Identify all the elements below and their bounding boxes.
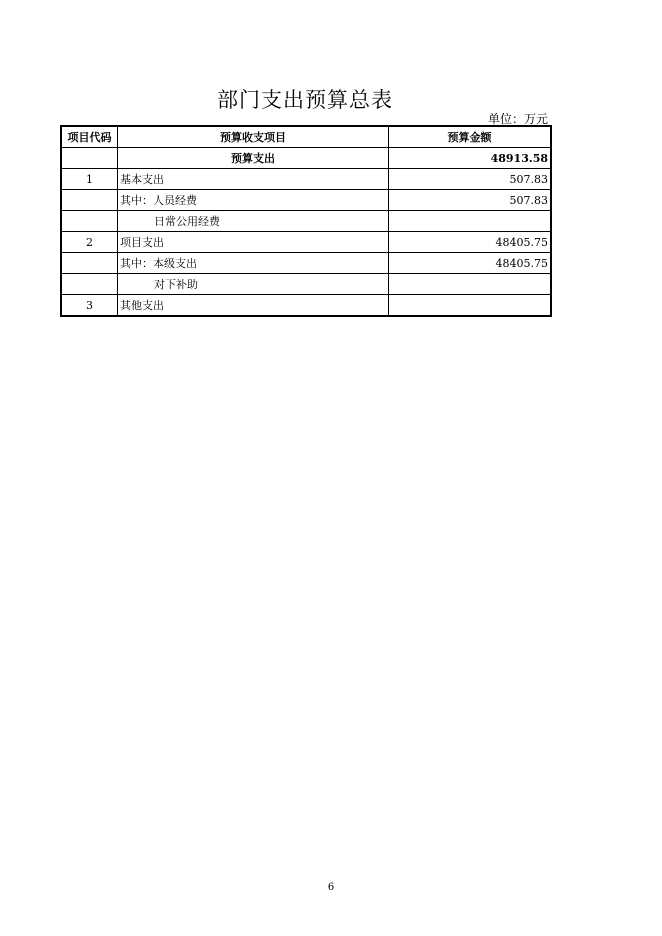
row-code (61, 211, 118, 232)
header-code: 项目代码 (61, 126, 118, 148)
row-code: 2 (61, 232, 118, 253)
table-row (61, 232, 551, 253)
row-code (61, 274, 118, 295)
row-code: 1 (61, 169, 118, 190)
unit-label: 单位：万元 (487, 112, 548, 126)
row-code: 3 (61, 295, 118, 317)
row-amount: 507.83 (389, 190, 552, 211)
row-item: 对下补助 (118, 274, 389, 295)
row-amount (389, 274, 552, 295)
row-item: 日常公用经费 (118, 211, 389, 232)
row-item: 其他支出 (118, 295, 389, 317)
header-item: 预算收支项目 (118, 126, 389, 148)
table-row (61, 169, 551, 190)
row-code (61, 190, 118, 211)
table-header-row (61, 126, 551, 148)
row-amount: 507.83 (389, 169, 552, 190)
table-row (61, 211, 551, 232)
row-item: 基本支出 (118, 169, 389, 190)
table-row (61, 295, 551, 317)
budget-table (60, 125, 552, 317)
table-row (61, 253, 551, 274)
page-number: 6 (327, 882, 335, 893)
row-item: 项目支出 (118, 232, 389, 253)
table-row (61, 274, 551, 295)
row-amount (389, 295, 552, 317)
table-row (61, 190, 551, 211)
row-code (61, 148, 118, 169)
row-code (61, 253, 118, 274)
document-title: 部门支出预算总表 (217, 88, 393, 112)
row-amount (389, 211, 552, 232)
header-amount: 预算金额 (389, 126, 552, 148)
row-amount: 48405.75 (389, 253, 552, 274)
row-item: 其中：人员经费 (118, 190, 389, 211)
table-row (61, 148, 551, 169)
row-amount: 48913.58 (389, 148, 552, 169)
row-amount: 48405.75 (389, 232, 552, 253)
row-item: 预算支出 (118, 148, 389, 169)
row-item: 其中：本级支出 (118, 253, 389, 274)
